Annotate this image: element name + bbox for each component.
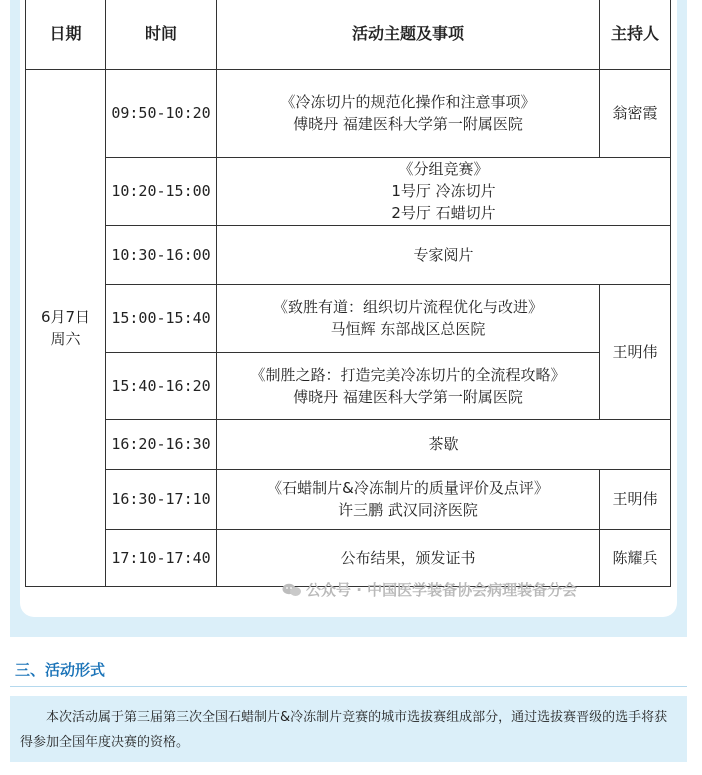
time-cell: 09:50-10:20: [106, 69, 217, 157]
topic-speaker: 傅晓丹 福建医科大学第一附属医院: [293, 387, 523, 406]
table-row: [26, 225, 671, 284]
time-cell: 16:20-16:30: [106, 419, 217, 469]
topic-cell: [217, 419, 671, 469]
table-row: [26, 419, 671, 469]
header-time: 时间: [106, 0, 217, 69]
topic-line: 2号厅 石蜡切片: [391, 204, 496, 222]
time-cell: 15:00-15:40: [106, 284, 217, 352]
topic-title: 《分组竞赛》: [398, 160, 489, 178]
header-date: 日期: [26, 0, 106, 69]
table-row: [26, 157, 671, 225]
time-cell: 15:40-16:20: [106, 352, 217, 419]
topic-title: 《制胜之路：打造完美冷冻切片的全流程攻略》: [250, 365, 566, 384]
time-cell: 10:30-16:00: [106, 225, 217, 284]
watermark-text: 公众号 · 中国医学装备协会病理装备分会: [306, 581, 578, 599]
table-row: [26, 284, 671, 352]
date-weekday: 周六: [50, 329, 81, 348]
table-row: [26, 529, 671, 586]
header-host: 主持人: [600, 0, 671, 69]
host-cell: 王明伟: [600, 284, 671, 419]
topic-title: 专家阅片: [413, 245, 474, 264]
watermark: [282, 579, 577, 600]
topic-cell: [217, 469, 600, 529]
date-day: 6月7日: [40, 307, 91, 326]
host-cell: 王明伟: [600, 469, 671, 529]
section-heading: 三、活动形式: [15, 661, 106, 679]
topic-title: 《石蜡制片&冷冻制片的质量评价及点评》: [267, 479, 549, 497]
topic-cell: [217, 157, 671, 225]
topic-speaker: 许三鹏 武汉同济医院: [338, 501, 478, 519]
topic-cell: [217, 352, 600, 419]
topic-speaker: 傅晓丹 福建医科大学第一附属医院: [293, 115, 523, 133]
table-row: [26, 352, 671, 419]
time-cell: 10:20-15:00: [106, 157, 217, 225]
topic-line: 1号厅 冷冻切片: [391, 182, 496, 200]
topic-cell: [217, 69, 600, 157]
table-row: [26, 469, 671, 529]
table-row: [26, 69, 671, 157]
wechat-icon: [282, 583, 302, 597]
date-cell: [26, 69, 106, 586]
host-cell: 陈耀兵: [600, 529, 671, 586]
topic-speaker: 马恒辉 东部战区总医院: [330, 320, 486, 338]
topic-title: 茶歇: [428, 435, 459, 453]
header-topic: 活动主题及事项: [217, 0, 600, 69]
topic-title: 公布结果，颁发证书: [340, 548, 476, 567]
time-cell: 16:30-17:10: [106, 469, 217, 529]
topic-cell: [217, 284, 600, 352]
table-header-row: [26, 0, 671, 69]
description-panel: [10, 696, 687, 762]
topic-cell: [217, 529, 600, 586]
topic-title: 《致胜有道：组织切片流程优化与改进》: [272, 298, 543, 316]
host-cell: 翁密霞: [600, 69, 671, 157]
topic-title: 《冷冻切片的规范化操作和注意事项》: [280, 93, 536, 111]
schedule-table: [25, 0, 671, 587]
section-divider: [10, 686, 687, 687]
time-cell: 17:10-17:40: [106, 529, 217, 586]
description-text: 本次活动属于第三届第三次全国石蜡制片&冷冻制片竞赛的城市选拔赛组成部分，通过选拔赛晋级的选手将获得参加全国年度决赛的资格。: [20, 710, 668, 750]
topic-cell: [217, 225, 671, 284]
